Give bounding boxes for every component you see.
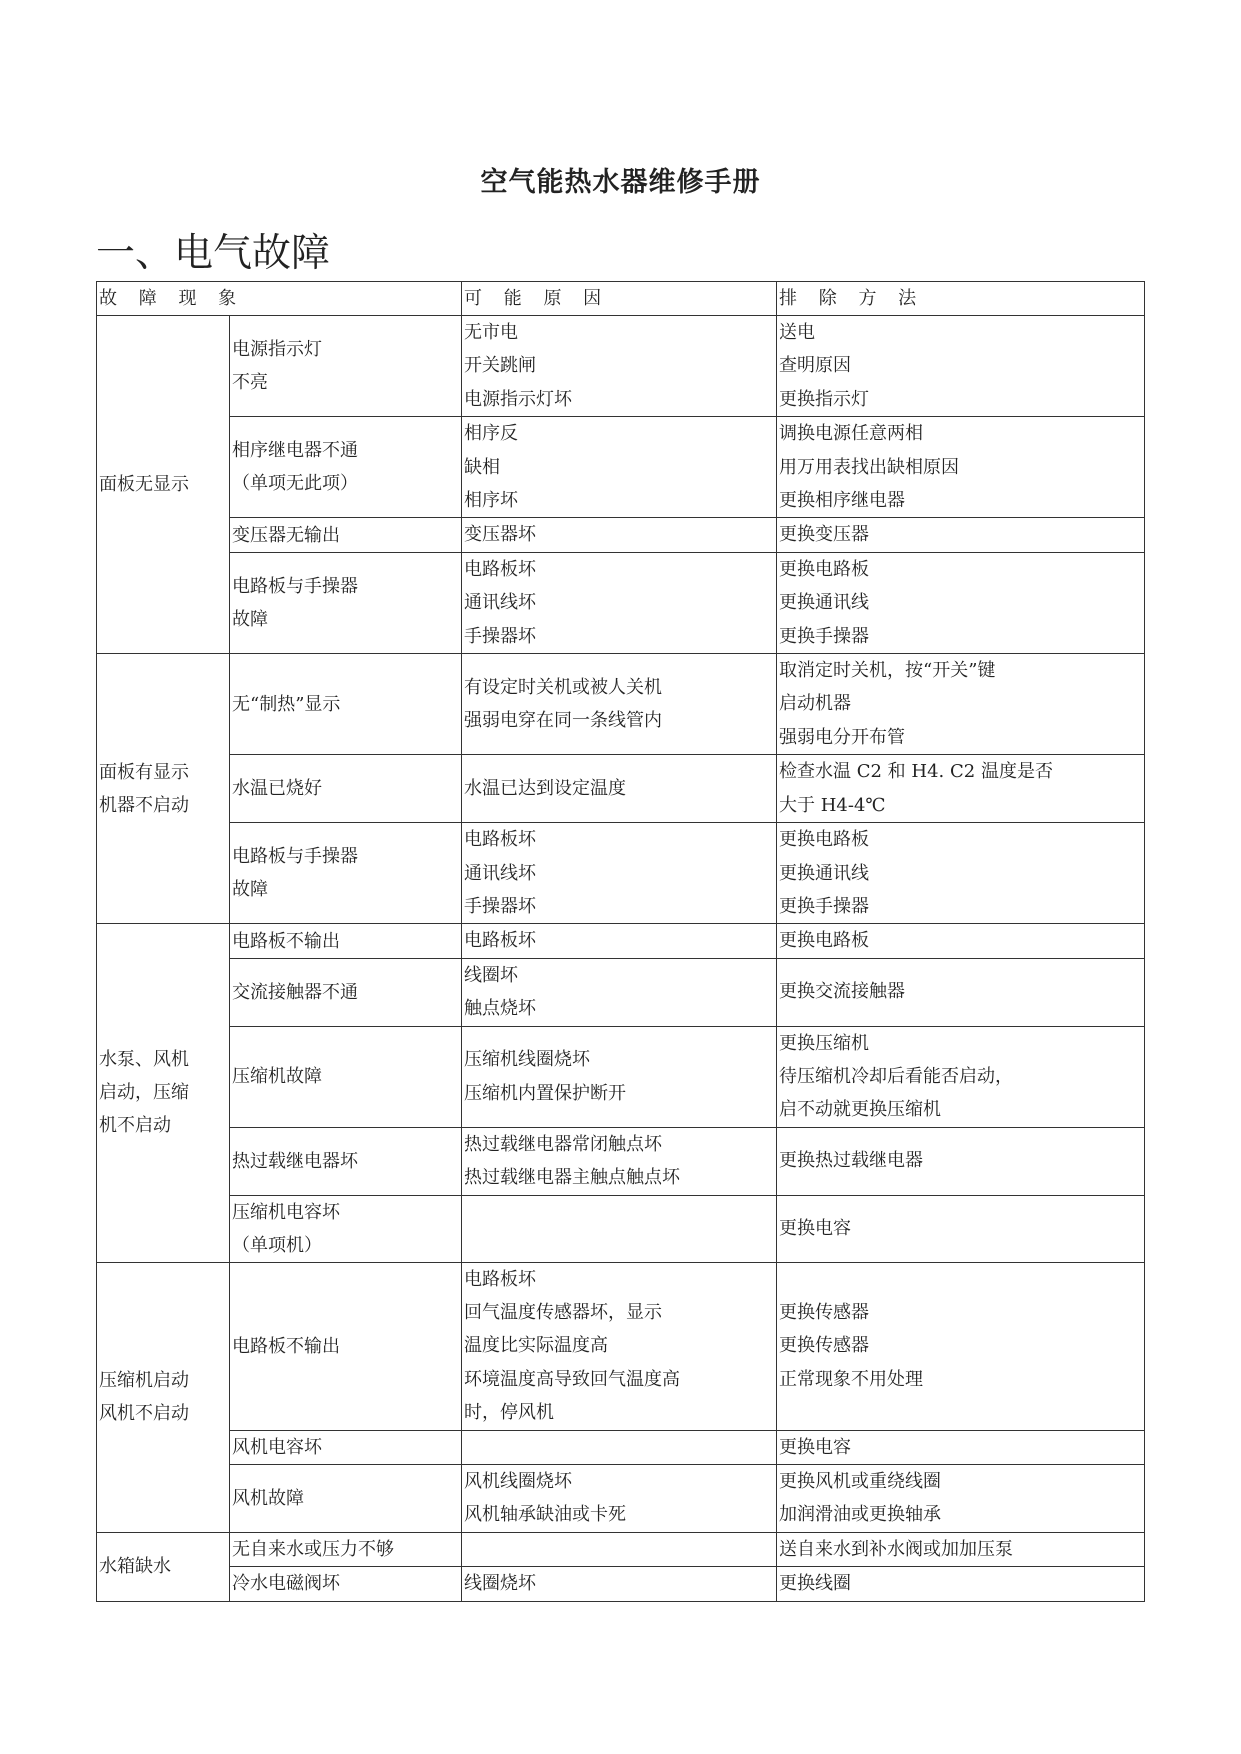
symptom-line: 水泵、风机 (99, 1049, 189, 1071)
fix-cell-line: 更换电路板 (779, 829, 870, 851)
fix-cell (777, 1026, 1145, 1127)
symptom-cell (97, 654, 230, 924)
subsymptom-cell-line: 无“制热”显示 (232, 693, 341, 715)
subsymptom-cell (230, 654, 462, 755)
table-header-row (97, 282, 1145, 316)
fix-cell-line: 检查水温 C2 和 H4. C2 温度是否 (779, 761, 1053, 783)
cause-cell-line: 手操器坏 (464, 895, 537, 917)
subsymptom-cell-line: 故障 (232, 608, 268, 630)
cause-cell-line: 回气温度传感器坏，显示 (464, 1301, 663, 1323)
cause-cell (462, 1262, 777, 1430)
fix-cell-line: 送电 (779, 322, 816, 343)
cause-cell-line: 电路板坏 (464, 1268, 537, 1290)
subsymptom-cell (230, 823, 462, 924)
cause-cell (462, 924, 777, 958)
subsymptom-cell-line: 电路板不输出 (232, 1335, 340, 1357)
cause-cell-line: 温度比实际温度高 (464, 1335, 609, 1357)
cause-cell (462, 552, 777, 653)
subsymptom-cell-line: 故障 (232, 879, 268, 901)
subsymptom-cell (230, 1567, 462, 1601)
fix-cell (777, 823, 1145, 924)
fix-cell-line: 更换传感器 (779, 1335, 870, 1357)
subsymptom-cell (230, 1532, 462, 1566)
subsymptom-cell-line: （单项无此项） (232, 473, 358, 495)
fix-cell (777, 1127, 1145, 1195)
header-cause: 可 能 原 因 (462, 282, 777, 316)
subsymptom-cell-line: 交流接触器不通 (232, 981, 358, 1003)
fix-cell-line: 更换通讯线 (779, 862, 870, 884)
fix-cell (777, 958, 1145, 1026)
fix-cell-line: 送自来水到补水阀或加加压泵 (779, 1538, 1014, 1560)
fix-cell (777, 1465, 1145, 1533)
table-row (97, 1567, 1145, 1601)
subsymptom-cell (230, 1127, 462, 1195)
table-row (97, 1195, 1145, 1262)
subsymptom-cell-line: 电路板与手操器 (232, 575, 358, 597)
table-row (97, 1532, 1145, 1566)
cause-cell (462, 823, 777, 924)
subsymptom-cell-line: 变压器无输出 (232, 524, 340, 546)
symptom-line: 面板有显示 (99, 761, 189, 783)
cause-cell-line: 有设定时关机或被人关机 (464, 676, 663, 698)
subsymptom-cell-line: 冷水电磁阀坏 (232, 1573, 340, 1595)
fix-cell-line: 用万用表找出缺相原因 (779, 456, 960, 478)
cause-cell-line: 缺相 (464, 456, 501, 478)
cause-cell (462, 1127, 777, 1195)
cause-cell (462, 316, 777, 417)
table-row (97, 1026, 1145, 1127)
cause-cell-line: 环境温度高导致回气温度高 (464, 1368, 681, 1390)
fault-table (96, 281, 1145, 1602)
cause-cell-line: 触点烧坏 (464, 998, 537, 1020)
fix-cell (777, 552, 1145, 653)
subsymptom-cell (230, 755, 462, 823)
subsymptom-cell (230, 1026, 462, 1127)
fix-cell (777, 1532, 1145, 1566)
cause-cell (462, 518, 777, 552)
table-row (97, 417, 1145, 518)
table-row (97, 1430, 1145, 1464)
subsymptom-cell-line: 电源指示灯 (232, 339, 322, 361)
symptom-cell (97, 1262, 230, 1532)
cause-cell (462, 1567, 777, 1601)
subsymptom-cell-line: 电路板与手操器 (232, 846, 358, 868)
fix-cell (777, 755, 1145, 823)
subsymptom-cell (230, 924, 462, 958)
subsymptom-cell-line: 水温已烧好 (232, 778, 322, 800)
cause-cell (462, 654, 777, 755)
fix-cell (777, 417, 1145, 518)
subsymptom-cell (230, 316, 462, 417)
table-row (97, 823, 1145, 924)
cause-cell (462, 1195, 777, 1262)
fix-cell-line: 加润滑油或更换轴承 (779, 1504, 942, 1526)
table-row (97, 1262, 1145, 1430)
fix-cell (777, 518, 1145, 552)
cause-cell-line: 通讯线坏 (464, 592, 537, 614)
cause-cell-line: 水温已达到设定温度 (464, 777, 627, 799)
fix-cell-line: 更换电容 (779, 1436, 852, 1458)
symptom-cell (97, 1532, 230, 1601)
cause-cell-line: 电路板坏 (464, 829, 537, 851)
subsymptom-cell (230, 1262, 462, 1430)
fix-cell-line: 正常现象不用处理 (779, 1368, 924, 1390)
table-row (97, 958, 1145, 1026)
cause-cell-line: 时，停风机 (464, 1402, 555, 1424)
section-heading: 一、电气故障 (96, 231, 331, 276)
cause-cell-line: 相序反 (464, 423, 519, 445)
fix-cell-line: 更换通讯线 (779, 592, 870, 614)
table-row (97, 1465, 1145, 1533)
cause-cell (462, 958, 777, 1026)
subsymptom-cell-line: 压缩机故障 (232, 1066, 322, 1088)
fix-cell-line: 更换电容 (779, 1217, 852, 1239)
cause-cell-line: 风机轴承缺油或卡死 (464, 1504, 627, 1526)
fix-cell-line: 更换热过载继电器 (779, 1150, 924, 1172)
subsymptom-cell (230, 552, 462, 653)
fix-cell-line: 更换手操器 (779, 625, 870, 647)
subsymptom-cell-line: 风机故障 (232, 1487, 304, 1509)
cause-cell-line: 电路板坏 (464, 930, 537, 952)
fix-cell (777, 1262, 1145, 1430)
table-row (97, 552, 1145, 653)
subsymptom-cell-line: 热过载继电器坏 (232, 1150, 358, 1172)
cause-cell (462, 417, 777, 518)
fix-cell-line: 更换压缩机 (779, 1032, 870, 1054)
subsymptom-cell-line: 相序继电器不通 (232, 440, 358, 462)
cause-cell-line: 手操器坏 (464, 625, 537, 647)
document-title: 空气能热水器维修手册 (480, 167, 761, 198)
subsymptom-cell-line: 电路板不输出 (232, 930, 340, 952)
cause-cell-line: 风机线圈烧坏 (464, 1471, 573, 1492)
subsymptom-cell (230, 1195, 462, 1262)
table-row (97, 518, 1145, 552)
subsymptom-cell-line: 风机电容坏 (232, 1436, 322, 1458)
symptom-line: 压缩机启动 (99, 1370, 189, 1392)
subsymptom-cell (230, 958, 462, 1026)
cause-cell (462, 1465, 777, 1533)
fix-cell (777, 1430, 1145, 1464)
cause-cell-line: 通讯线坏 (464, 862, 537, 884)
cause-cell (462, 1532, 777, 1566)
fix-cell-line: 取消定时关机，按“开关”键 (779, 660, 996, 682)
subsymptom-cell-line: 不亮 (232, 372, 268, 394)
fix-cell (777, 316, 1145, 417)
header-fix: 排 除 方 法 (777, 282, 1145, 316)
fix-cell-line: 更换电路板 (779, 930, 870, 952)
table-row (97, 316, 1145, 417)
table-row (97, 755, 1145, 823)
cause-cell-line: 压缩机线圈烧坏 (464, 1049, 591, 1071)
subsymptom-cell (230, 518, 462, 552)
subsymptom-cell-line: 无自来水或压力不够 (232, 1539, 394, 1561)
fix-cell-line: 查明原因 (779, 355, 852, 377)
symptom-cell (97, 316, 230, 654)
cause-cell-line: 开关跳闸 (464, 355, 537, 377)
subsymptom-cell (230, 417, 462, 518)
fix-cell-line: 更换相序继电器 (779, 490, 906, 512)
table-row (97, 654, 1145, 755)
fix-cell-line: 待压缩机冷却后看能否启动， (779, 1065, 1014, 1087)
fix-cell-line: 更换交流接触器 (779, 981, 906, 1003)
fix-cell-line: 大于 H4-4℃ (779, 794, 886, 816)
fix-cell (777, 654, 1145, 755)
fix-cell-line: 更换变压器 (779, 524, 870, 546)
symptom-line: 风机不启动 (99, 1403, 189, 1425)
symptom-line: 启动，压缩 (99, 1082, 189, 1104)
cause-cell-line: 压缩机内置保护断开 (464, 1082, 627, 1104)
subsymptom-cell (230, 1430, 462, 1464)
fix-cell-line: 更换电路板 (779, 558, 870, 580)
cause-cell-line: 电源指示灯坏 (464, 388, 573, 410)
fix-cell-line: 启动机器 (779, 693, 852, 715)
header-symptom: 故 障 现 象 (97, 282, 462, 316)
table-row (97, 1127, 1145, 1195)
fix-cell-line: 调换电源任意两相 (779, 423, 924, 445)
fix-cell-line: 更换指示灯 (779, 388, 870, 410)
symptom-cell (97, 924, 230, 1262)
cause-cell-line: 无市电 (464, 322, 519, 343)
fix-cell-line: 更换线圈 (779, 1573, 852, 1595)
cause-cell (462, 755, 777, 823)
fix-cell (777, 1195, 1145, 1262)
cause-cell-line: 热过载继电器主触点触点坏 (464, 1167, 681, 1189)
cause-cell-line: 电路板坏 (464, 558, 537, 580)
subsymptom-cell (230, 1465, 462, 1533)
subsymptom-cell-line: （单项机） (232, 1234, 322, 1256)
cause-cell-line: 相序坏 (464, 490, 519, 512)
symptom-line: 机不启动 (99, 1115, 171, 1137)
subsymptom-cell-line: 压缩机电容坏 (232, 1201, 340, 1223)
cause-cell-line: 强弱电穿在同一条线管内 (464, 710, 663, 732)
symptom-line: 水箱缺水 (99, 1556, 171, 1578)
fix-cell-line: 更换风机或重绕线圈 (779, 1471, 942, 1492)
fix-cell-line: 启不动就更换压缩机 (779, 1099, 942, 1121)
fix-cell-line: 更换传感器 (779, 1301, 870, 1323)
fix-cell-line: 更换手操器 (779, 895, 870, 917)
symptom-line: 机器不启动 (99, 794, 189, 816)
fix-cell (777, 924, 1145, 958)
cause-cell-line: 热过载继电器常闭触点坏 (464, 1133, 663, 1155)
cause-cell (462, 1026, 777, 1127)
cause-cell-line: 线圈坏 (464, 964, 519, 986)
fix-cell-line: 强弱电分开布管 (779, 726, 906, 748)
cause-cell-line: 变压器坏 (464, 524, 537, 546)
symptom-line: 面板无显示 (99, 474, 189, 496)
cause-cell (462, 1430, 777, 1464)
cause-cell-line: 线圈烧坏 (464, 1573, 537, 1595)
fix-cell (777, 1567, 1145, 1601)
table-row (97, 924, 1145, 958)
